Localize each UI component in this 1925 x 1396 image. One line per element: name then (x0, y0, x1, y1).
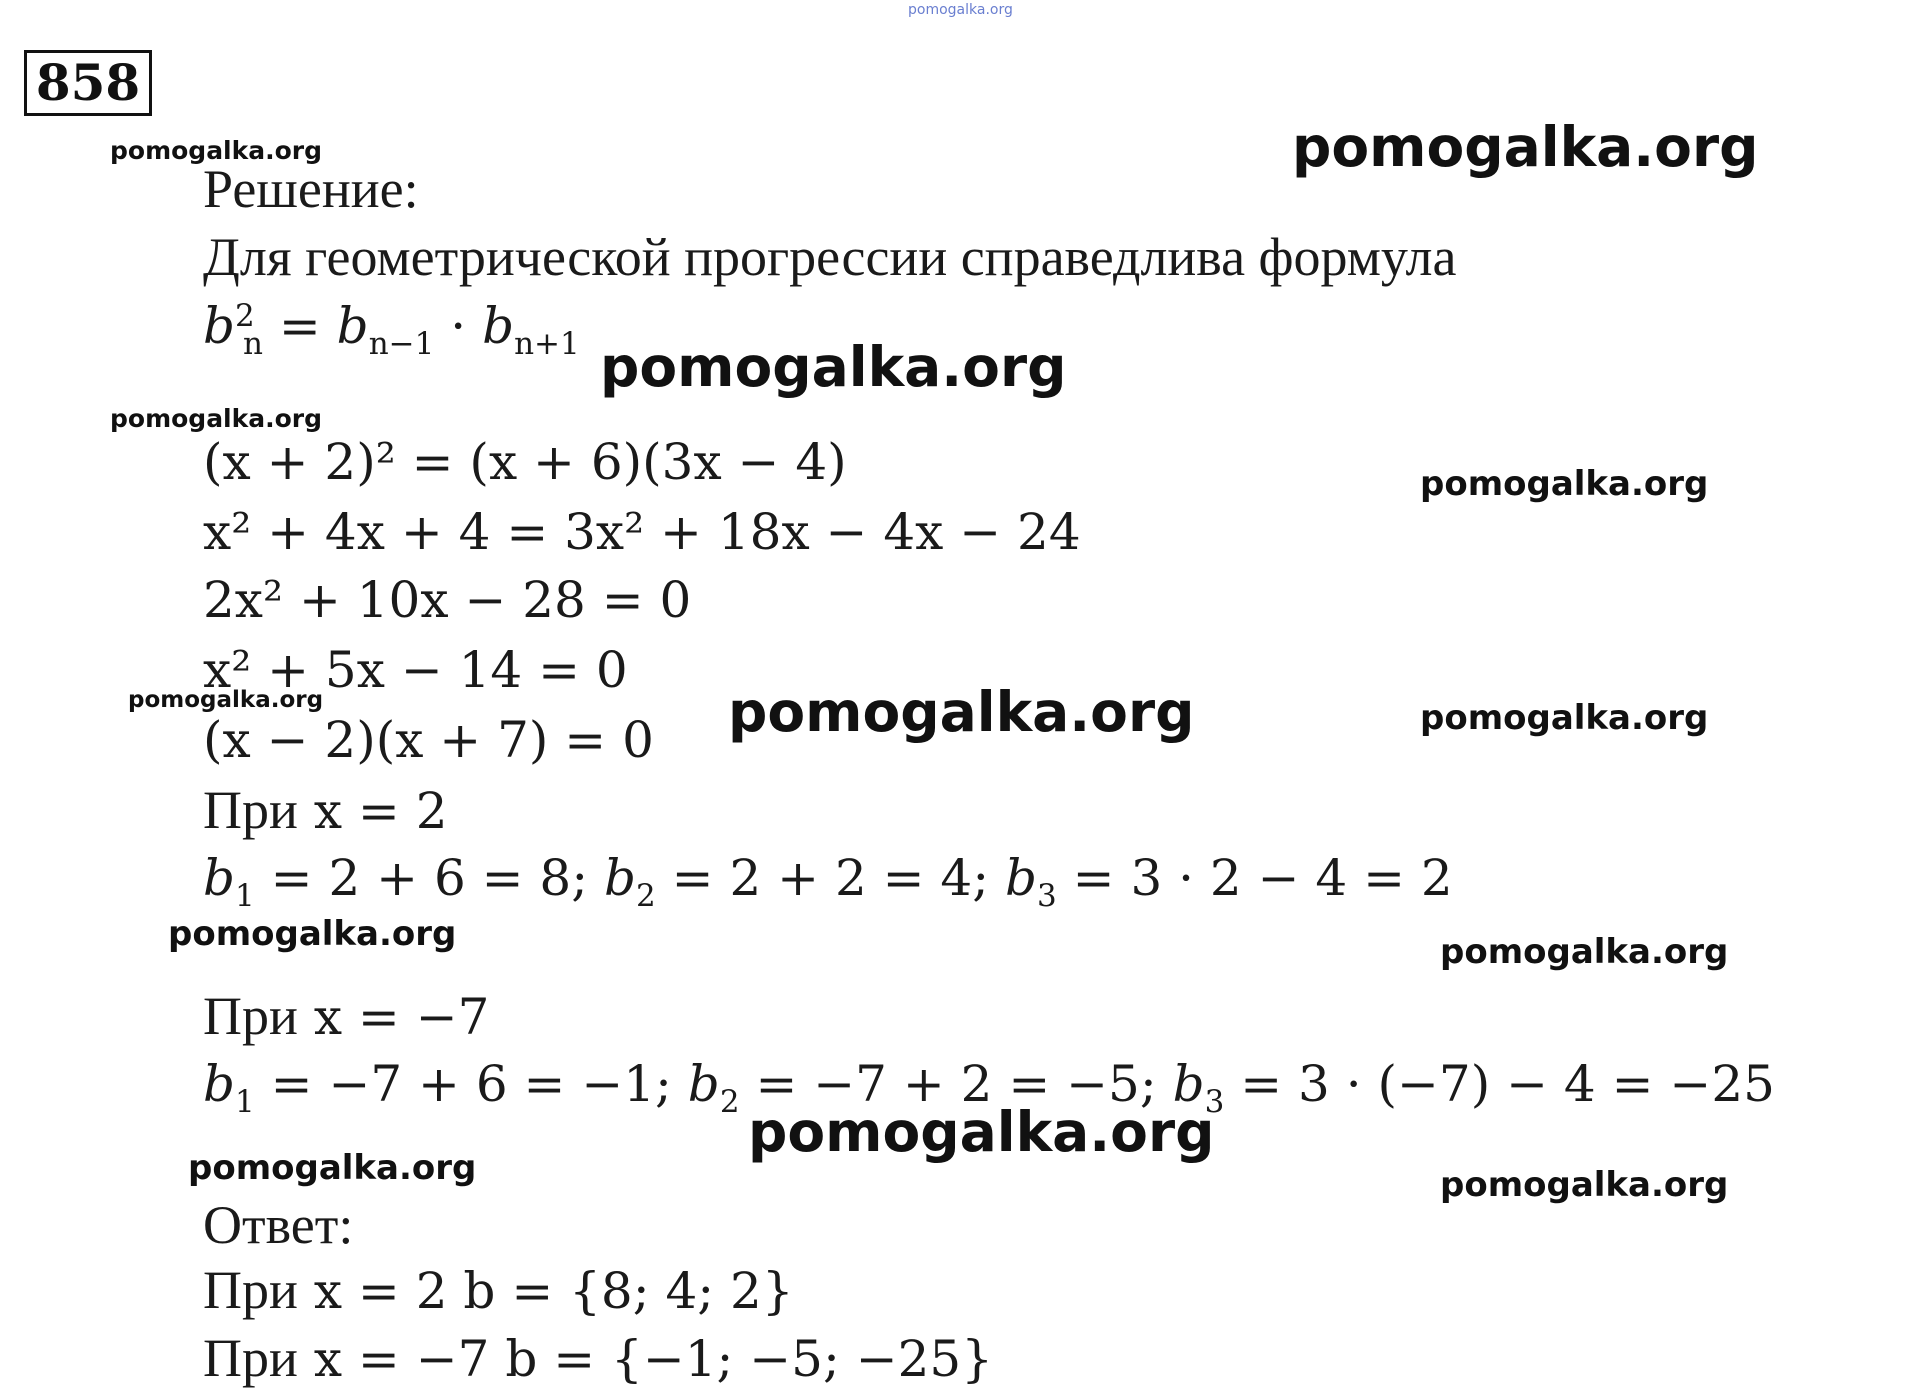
case2-b3: = 3 · (−7) − 4 = −25 (1240, 1055, 1775, 1113)
equation: (x + 2)² = (x + 6)(3x − 4) (203, 433, 847, 491)
watermark-top: pomogalka.org (908, 2, 1013, 18)
b-sub: 2 (636, 877, 656, 914)
watermark: pomogalka.org (110, 404, 323, 433)
formula-sub: n−1 (368, 325, 435, 362)
answer-heading: Ответ: (203, 1195, 354, 1255)
case1-condition: x = 2 (313, 782, 448, 840)
case1-b3: = 3 · 2 − 4 = 2 (1072, 849, 1453, 907)
equation: 2x² + 10x − 28 = 0 (203, 571, 692, 629)
answer1-value: b = {8; 4; 2} (463, 1262, 794, 1320)
problem-number: 858 (24, 50, 152, 116)
watermark: pomogalka.org (188, 1148, 477, 1188)
watermark: pomogalka.org (110, 136, 323, 165)
formula-sub: n (242, 325, 263, 362)
case2-b1: = −7 + 6 = −1; (270, 1055, 672, 1113)
formula-var: b (203, 297, 236, 355)
b-var: b (604, 849, 637, 907)
answer-line-2 (203, 1330, 993, 1387)
formula-sub: n+1 (514, 325, 580, 362)
answer2-value: b = {−1; −5; −25} (505, 1330, 994, 1388)
watermark: pomogalka.org (1440, 1165, 1729, 1205)
case2-condition: x = −7 (313, 988, 490, 1046)
watermark: pomogalka.org (1292, 115, 1759, 179)
b-var: b (1005, 849, 1038, 907)
watermark: pomogalka.org (1420, 698, 1709, 738)
formula-sup: 2 (235, 297, 255, 334)
case-prefix: При (203, 1260, 298, 1320)
equation: (x − 2)(x + 7) = 0 (203, 711, 654, 769)
formula-var: b (482, 297, 515, 355)
case-prefix: При (203, 1328, 298, 1388)
intro-text: Для геометрической прогрессии справедлива формула (203, 227, 1457, 287)
watermark: pomogalka.org (748, 1100, 1215, 1164)
case1-b2: = 2 + 2 = 4; (671, 849, 990, 907)
b-var: b (203, 849, 236, 907)
b-sub: 3 (1037, 877, 1057, 914)
case1-b1: = 2 + 6 = 8; (270, 849, 589, 907)
formula-eq: = (278, 297, 321, 355)
b-var: b (687, 1055, 720, 1113)
b-var: b (1172, 1055, 1205, 1113)
b-sub: 1 (235, 1083, 255, 1120)
b-sub: 3 (1204, 1083, 1225, 1120)
watermark: pomogalka.org (168, 914, 457, 954)
case1-values (203, 849, 1453, 914)
watermark: pomogalka.org (600, 335, 1067, 399)
watermark: pomogalka.org (1440, 932, 1729, 972)
case1-heading (203, 782, 448, 839)
case-prefix: При (203, 986, 298, 1046)
answer2-condition: x = −7 (313, 1330, 490, 1388)
case2-b2: = −7 + 2 = −5; (755, 1055, 1157, 1113)
equation: x² + 5x − 14 = 0 (203, 641, 628, 699)
watermark: pomogalka.org (728, 680, 1195, 744)
b-var: b (203, 1055, 236, 1113)
answer-line-1 (203, 1262, 794, 1319)
watermark: pomogalka.org (128, 687, 324, 713)
formula-dot: · (450, 297, 467, 355)
case2-heading (203, 988, 489, 1045)
case-prefix: При (203, 780, 298, 840)
solution-heading: Решение: (203, 159, 419, 219)
formula-var: b (336, 297, 369, 355)
watermark: pomogalka.org (1420, 464, 1709, 504)
equation: x² + 4x + 4 = 3x² + 18x − 4x − 24 (203, 503, 1081, 561)
b-sub: 2 (719, 1083, 740, 1120)
formula-line (203, 297, 580, 362)
case2-values (203, 1055, 1775, 1120)
b-sub: 1 (235, 877, 255, 914)
answer1-condition: x = 2 (313, 1262, 448, 1320)
